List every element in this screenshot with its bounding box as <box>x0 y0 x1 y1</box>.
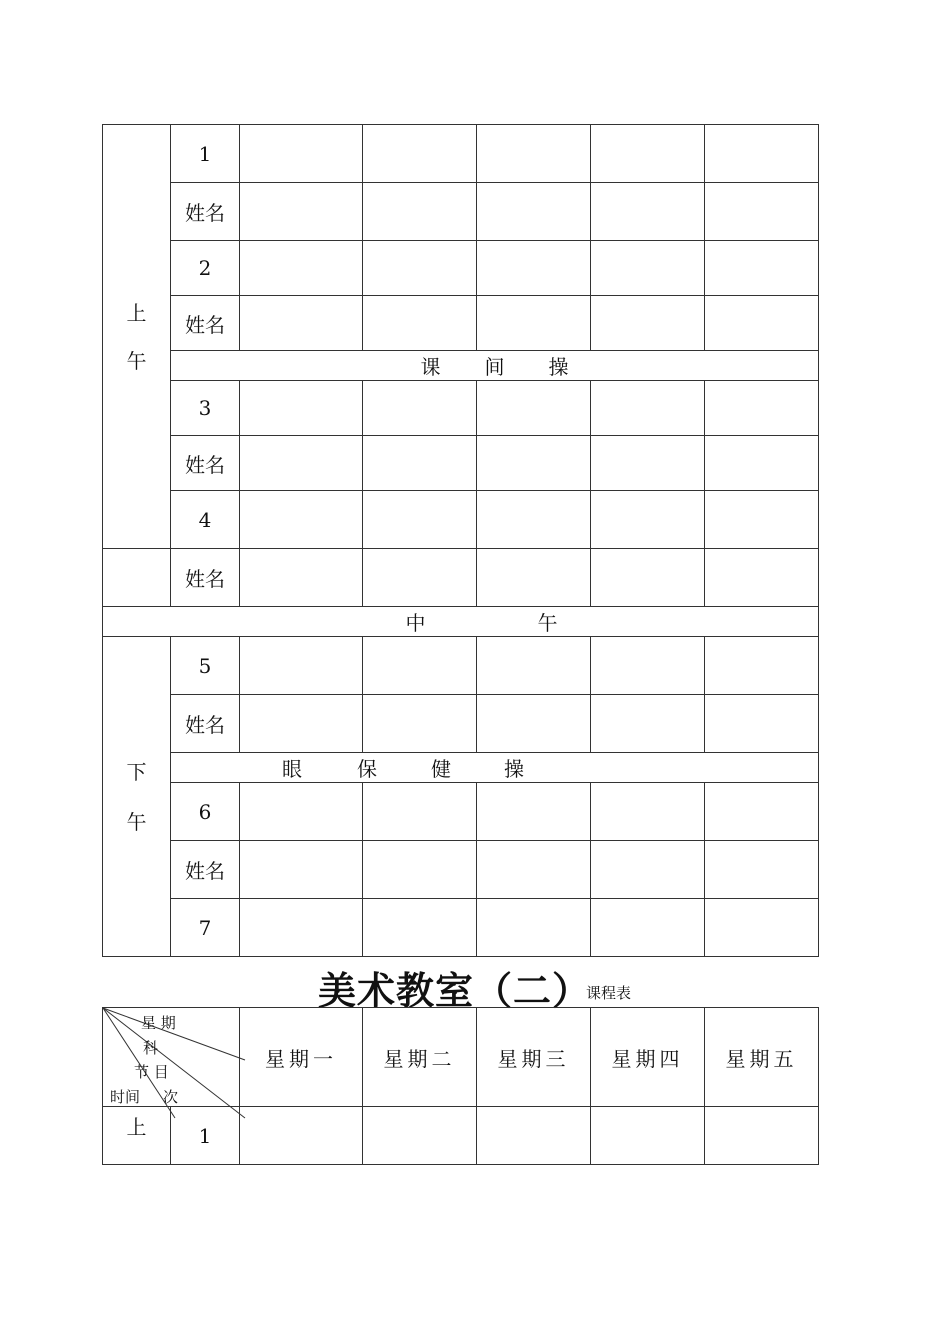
name-label: 姓名 <box>171 296 240 351</box>
name-label: 姓名 <box>171 841 240 899</box>
slot-cell[interactable] <box>240 296 363 351</box>
slot-cell[interactable] <box>477 783 591 841</box>
slot-cell[interactable] <box>363 296 477 351</box>
slot-cell[interactable] <box>363 783 477 841</box>
afternoon-label-char: 下 <box>126 759 147 784</box>
slot-cell[interactable] <box>240 695 363 753</box>
slot-cell[interactable] <box>705 1107 819 1165</box>
slot-cell[interactable] <box>477 841 591 899</box>
slot-cell[interactable] <box>705 783 819 841</box>
period-1: 1 <box>171 125 240 183</box>
empty-label-cell <box>103 549 171 607</box>
slot-cell[interactable] <box>591 637 705 695</box>
weekday-header: 星期二 <box>363 1008 477 1107</box>
corner-order-label: 次 <box>163 1088 179 1106</box>
schedule-table-top <box>102 124 819 957</box>
slot-cell[interactable] <box>477 695 591 753</box>
slot-cell[interactable] <box>591 296 705 351</box>
name-label: 姓名 <box>171 695 240 753</box>
page-subtitle: 课程表 <box>586 984 632 1002</box>
slot-cell[interactable] <box>363 899 477 957</box>
slot-cell[interactable] <box>591 841 705 899</box>
slot-cell[interactable] <box>477 296 591 351</box>
slot-cell[interactable] <box>240 841 363 899</box>
afternoon-label-char: 午 <box>126 809 147 834</box>
slot-cell[interactable] <box>705 436 819 491</box>
slot-cell[interactable] <box>591 436 705 491</box>
morning-label-cell <box>103 125 171 549</box>
weekday-header: 星期五 <box>705 1008 819 1107</box>
slot-cell[interactable] <box>240 783 363 841</box>
slot-cell[interactable] <box>705 125 819 183</box>
slot-cell[interactable] <box>591 241 705 296</box>
banner-char: 课 <box>420 355 441 379</box>
slot-cell[interactable] <box>591 125 705 183</box>
weekday-header: 星期四 <box>591 1008 705 1107</box>
period-7: 7 <box>171 899 240 957</box>
slot-cell[interactable] <box>240 491 363 549</box>
page-title: 美术教室（二） <box>318 969 592 1013</box>
name-label: 姓名 <box>171 436 240 491</box>
diagonal-header-cell <box>103 1008 240 1107</box>
slot-cell[interactable] <box>240 183 363 241</box>
slot-cell[interactable] <box>477 241 591 296</box>
slot-cell[interactable] <box>363 549 477 607</box>
corner-time-label: 时间 <box>110 1088 141 1106</box>
slot-cell[interactable] <box>705 695 819 753</box>
morning-label-cell: 上 <box>103 1107 171 1165</box>
slot-cell[interactable] <box>240 1107 363 1165</box>
slot-cell[interactable] <box>591 899 705 957</box>
slot-cell[interactable] <box>363 637 477 695</box>
banner-char: 中 <box>405 611 426 635</box>
slot-cell[interactable] <box>477 899 591 957</box>
slot-cell[interactable] <box>240 241 363 296</box>
period-2: 2 <box>171 241 240 296</box>
slot-cell[interactable] <box>477 549 591 607</box>
slot-cell[interactable] <box>363 1107 477 1165</box>
slot-cell[interactable] <box>477 436 591 491</box>
period-6: 6 <box>171 783 240 841</box>
morning-label-char: 上 <box>126 300 147 325</box>
slot-cell[interactable] <box>705 841 819 899</box>
slot-cell[interactable] <box>240 549 363 607</box>
period-4: 4 <box>171 491 240 549</box>
banner-char: 眼 <box>282 757 302 781</box>
schedule-title <box>0 960 950 1013</box>
slot-cell[interactable] <box>591 491 705 549</box>
weekday-header: 星期一 <box>240 1008 363 1107</box>
slot-cell[interactable] <box>363 491 477 549</box>
slot-cell[interactable] <box>363 695 477 753</box>
slot-cell[interactable] <box>705 549 819 607</box>
slot-cell[interactable] <box>477 183 591 241</box>
slot-cell[interactable] <box>591 183 705 241</box>
banner-char: 操 <box>504 757 524 781</box>
slot-cell[interactable] <box>705 491 819 549</box>
slot-cell[interactable] <box>363 436 477 491</box>
slot-cell[interactable] <box>477 381 591 436</box>
banner-char: 健 <box>431 757 451 781</box>
slot-cell[interactable] <box>240 899 363 957</box>
slot-cell[interactable] <box>705 183 819 241</box>
slot-cell[interactable] <box>477 637 591 695</box>
slot-cell[interactable] <box>591 549 705 607</box>
period-3: 3 <box>171 381 240 436</box>
noon-banner <box>103 607 819 637</box>
slot-cell[interactable] <box>363 125 477 183</box>
slot-cell[interactable] <box>363 381 477 436</box>
slot-cell[interactable] <box>477 491 591 549</box>
slot-cell[interactable] <box>240 637 363 695</box>
slot-cell[interactable] <box>705 637 819 695</box>
slot-cell[interactable] <box>477 1107 591 1165</box>
slot-cell[interactable] <box>591 783 705 841</box>
schedule-table-bottom <box>102 1007 819 1165</box>
slot-cell[interactable] <box>363 183 477 241</box>
period-1: 1 <box>171 1107 240 1165</box>
slot-cell[interactable] <box>240 381 363 436</box>
morning-label-char: 午 <box>126 348 147 373</box>
slot-cell[interactable] <box>363 241 477 296</box>
slot-cell[interactable] <box>591 695 705 753</box>
slot-cell[interactable] <box>240 125 363 183</box>
name-label: 姓名 <box>171 183 240 241</box>
slot-cell[interactable] <box>240 436 363 491</box>
corner-subject-label: 科 <box>143 1039 159 1057</box>
slot-cell[interactable] <box>591 1107 705 1165</box>
afternoon-label-cell <box>103 637 171 957</box>
eye-exercise-banner <box>171 753 819 783</box>
break-exercise-banner <box>171 351 819 381</box>
slot-cell[interactable] <box>705 241 819 296</box>
slot-cell[interactable] <box>705 296 819 351</box>
period-5: 5 <box>171 637 240 695</box>
banner-char: 保 <box>357 757 377 781</box>
weekday-header: 星期三 <box>477 1008 591 1107</box>
banner-char: 午 <box>537 611 558 635</box>
banner-char: 间 <box>484 355 505 379</box>
corner-period-item-label: 节 目 <box>134 1063 169 1081</box>
slot-cell[interactable] <box>705 899 819 957</box>
slot-cell[interactable] <box>591 381 705 436</box>
slot-cell[interactable] <box>705 381 819 436</box>
corner-weekday-label: 星 期 <box>141 1014 176 1032</box>
banner-char: 操 <box>548 355 569 379</box>
name-label: 姓名 <box>171 549 240 607</box>
slot-cell[interactable] <box>363 841 477 899</box>
slot-cell[interactable] <box>477 125 591 183</box>
